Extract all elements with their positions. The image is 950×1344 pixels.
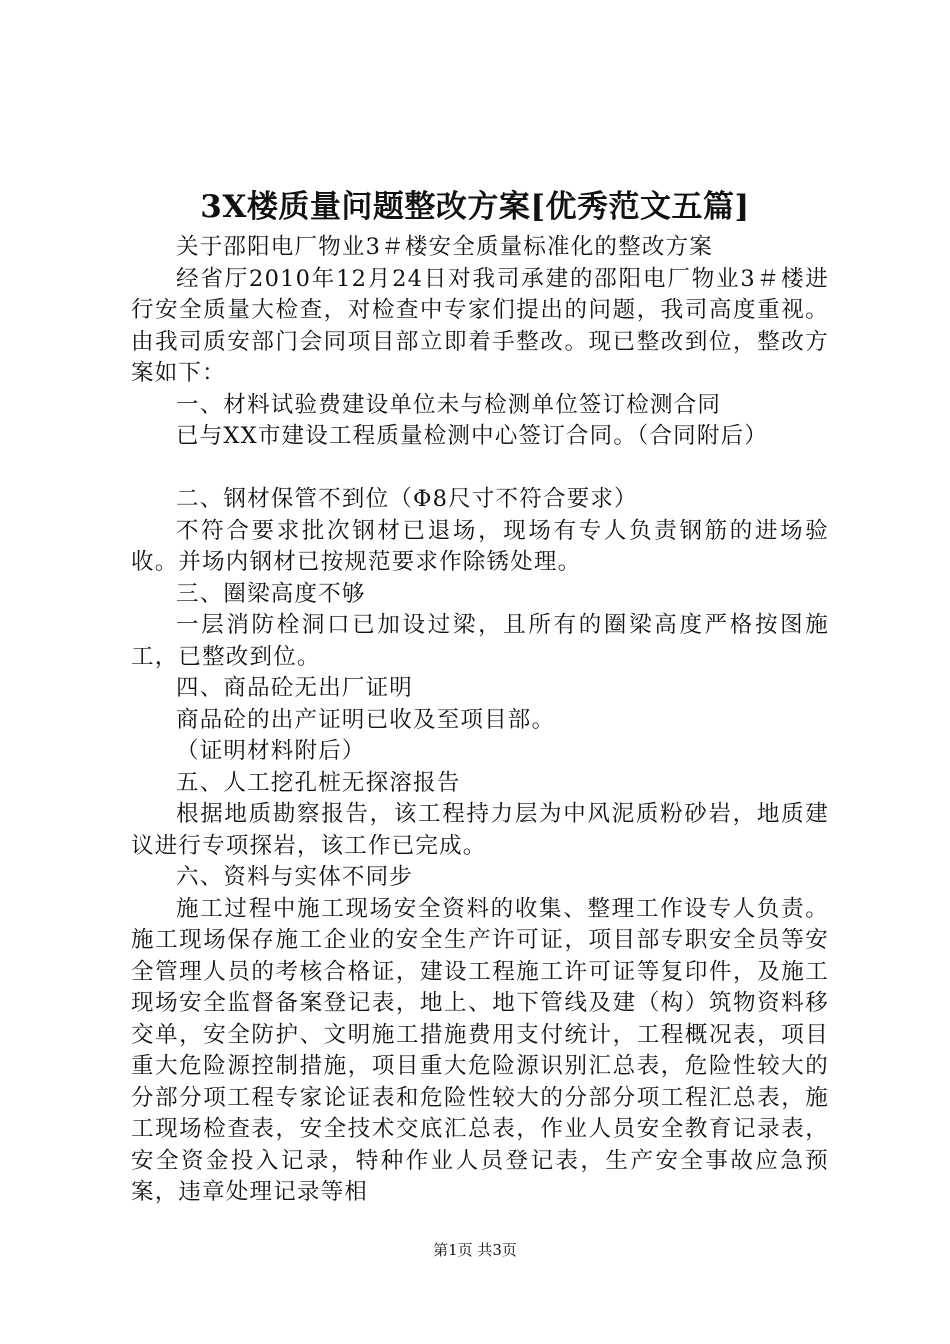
paragraph: 商品砼的出产证明已收及至项目部。 <box>176 706 556 733</box>
paragraph: （证明材料附后） <box>176 738 366 764</box>
section-heading: 五、人工挖孔桩无探溶报告 <box>176 769 461 796</box>
section-heading: 三、圈梁高度不够 <box>176 580 366 607</box>
section-heading: 一、材料试验费建设单位未与检测单位签订检测合同 <box>176 391 722 418</box>
paragraph: 关于邵阳电厂物业3＃楼安全质量标准化的整改方案 <box>176 234 713 260</box>
paragraph: 一层消防栓洞口已加设过梁，且所有的圈梁高度严格按图施工，已整改到位。 <box>131 612 829 670</box>
section-heading: 四、商品砼无出厂证明 <box>176 675 414 701</box>
document-body <box>131 232 829 1209</box>
blank-line <box>131 453 829 485</box>
section-heading: 六、资料与实体不同步 <box>176 864 414 890</box>
paragraph: 已与XX市建设工程质量检测中心签订合同。（合同附后） <box>176 423 768 449</box>
paragraph: 根据地质勘察报告，该工程持力层为中风泥质粉砂岩，地质建议进行专项探岩，该工作已完成。 <box>131 801 829 859</box>
page-footer: 第1页 共3页 <box>433 1241 517 1259</box>
paragraph: 施工过程中施工现场安全资料的收集、整理工作设专人负责。施工现场保存施工企业的安全生产许可证，项目部专职安全员等安全管理人员的考核合格证，建设工程施工许可证等复印件，及施工现场安全监督备案登记表，地上、地下管线及建（构）筑物资料移交单，安全防护、文明施工措施费用支付统计，工程概况表，项目重大危险源控制措施，项目重大危险源识别汇总表，危险性较大的分部分项工程专家论证表和危险性较大的分部分项工程汇总表，施工现场检查表，安全技术交底汇总表，作业人员安全教育记录表，安全资金投入记录，特种作业人员登记表，生产安全事故应急预案，违章处理记录等相 <box>131 895 829 1205</box>
paragraph: 经省厅2010年12月24日对我司承建的邵阳电厂物业3＃楼进行安全质量大检查，对检查中专家们提出的问题，我司高度重视。由我司质安部门会同项目部立即着手整改。现已整改到位，整改方案如下： <box>131 265 829 386</box>
paragraph: 不符合要求批次钢材已退场，现场有专人负责钢筋的进场验收。并场内钢材已按规范要求作除锈处理。 <box>131 517 829 575</box>
document-title: 3X楼质量问题整改方案[优秀范文五篇] <box>200 189 750 225</box>
section-heading: 二、钢材保管不到位（Φ8尺寸不符合要求） <box>176 486 638 512</box>
